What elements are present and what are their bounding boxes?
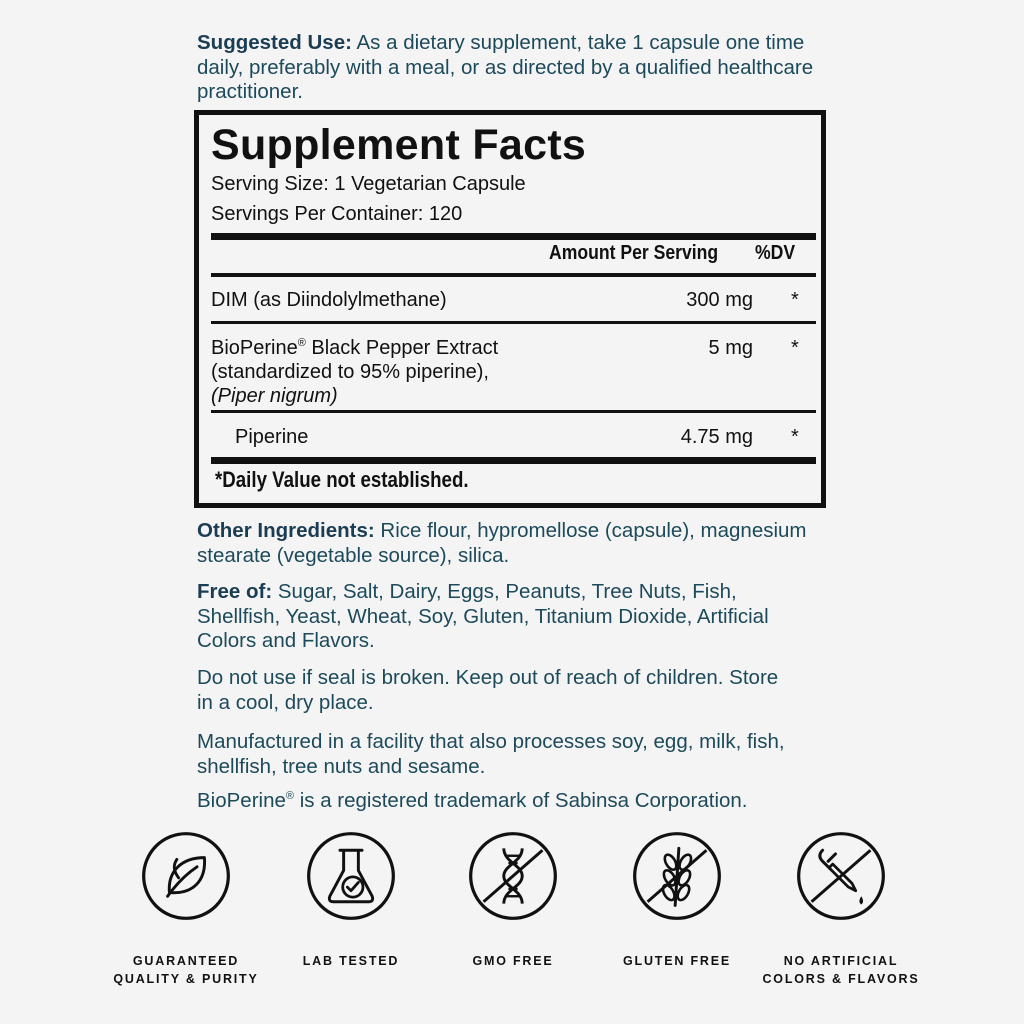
other-ingredients-text: Rice flour, hypromellose (capsule), magnesium stearate (vegetable source), silica. <box>197 519 807 567</box>
badge-gluten-free <box>597 830 757 970</box>
suggested-use <box>197 31 837 105</box>
badge-gmo-line1: GMO FREE <box>472 954 554 968</box>
thick-rule <box>211 457 816 464</box>
col-amount-header: Amount Per Serving <box>549 242 719 264</box>
header-rule <box>211 273 816 277</box>
dropper-crossed-icon <box>795 830 887 922</box>
badge-quality <box>106 830 266 988</box>
badge-no-artificial-line2: COLORS & FLAVORS <box>762 972 920 986</box>
suggested-use-label: Suggested Use: <box>197 31 352 54</box>
row-piperine-name: Piperine <box>235 426 309 448</box>
row-rule <box>211 410 816 413</box>
row-dim-name: DIM (as Diindolylmethane) <box>211 289 447 311</box>
row-dim-amount: 300 mg <box>686 289 753 311</box>
facts-title: Supplement Facts <box>211 121 587 169</box>
trademark-text: BioPerine® is a registered trademark of Sabinsa Corporation. <box>197 789 748 812</box>
badge-no-artificial <box>761 830 921 988</box>
row-bioperine-amount: 5 mg <box>708 337 753 359</box>
other-ingredients <box>197 519 837 568</box>
suggested-use-text: As a dietary supplement, take 1 capsule one time daily, preferably with a meal, or as directed by a qualified healthcare practitioner. <box>197 31 814 103</box>
leaf-icon <box>140 830 232 922</box>
row-piperine-amount: 4.75 mg <box>680 426 753 448</box>
dna-crossed-icon <box>467 830 559 922</box>
wheat-crossed-icon <box>631 830 723 922</box>
facility-text: Manufactured in a facility that also processes soy, egg, milk, fish, shellfish, tree nuts and sesame. <box>197 730 785 778</box>
servings-per-container: Servings Per Container: 120 <box>211 203 463 225</box>
col-dv-header: %DV <box>755 242 796 264</box>
row-piperine-dv: * <box>791 426 799 448</box>
warning-text: Do not use if seal is broken. Keep out of reach of children. Store in a cool, dry place. <box>197 666 779 714</box>
badge-lab-line1: LAB TESTED <box>302 954 400 968</box>
other-ingredients-label: Other Ingredients: <box>197 519 375 542</box>
free-of <box>197 580 817 654</box>
badge-quality-line2: QUALITY & PURITY <box>113 972 259 986</box>
badge-gmo-free <box>433 830 593 970</box>
badge-gluten-line1: GLUTEN FREE <box>623 954 731 968</box>
flask-check-icon <box>305 830 397 922</box>
row-bioperine-dv: * <box>791 337 799 359</box>
row-bioperine-name: BioPerine® Black Pepper Extract (standardized to 95% piperine), (Piper nigrum) <box>211 337 499 407</box>
supplement-facts-panel <box>194 110 826 508</box>
free-of-text: Sugar, Salt, Dairy, Eggs, Peanuts, Tree Nuts, Fish, Shellfish, Yeast, Wheat, Soy, Gluten, Titanium Dioxide, Artificial Colors and Flavors. <box>197 580 769 652</box>
badge-quality-line1: GUARANTEED <box>132 954 240 968</box>
serving-size: Serving Size: 1 Vegetarian Capsule <box>211 173 526 195</box>
badge-lab-tested <box>271 830 431 970</box>
thick-rule <box>211 233 816 240</box>
free-of-label: Free of: <box>197 580 273 603</box>
row-dim-dv: * <box>791 289 799 311</box>
facts-footnote: *Daily Value not established. <box>215 467 469 492</box>
badge-no-artificial-line1: NO ARTIFICIAL <box>783 954 899 968</box>
row-rule <box>211 321 816 324</box>
